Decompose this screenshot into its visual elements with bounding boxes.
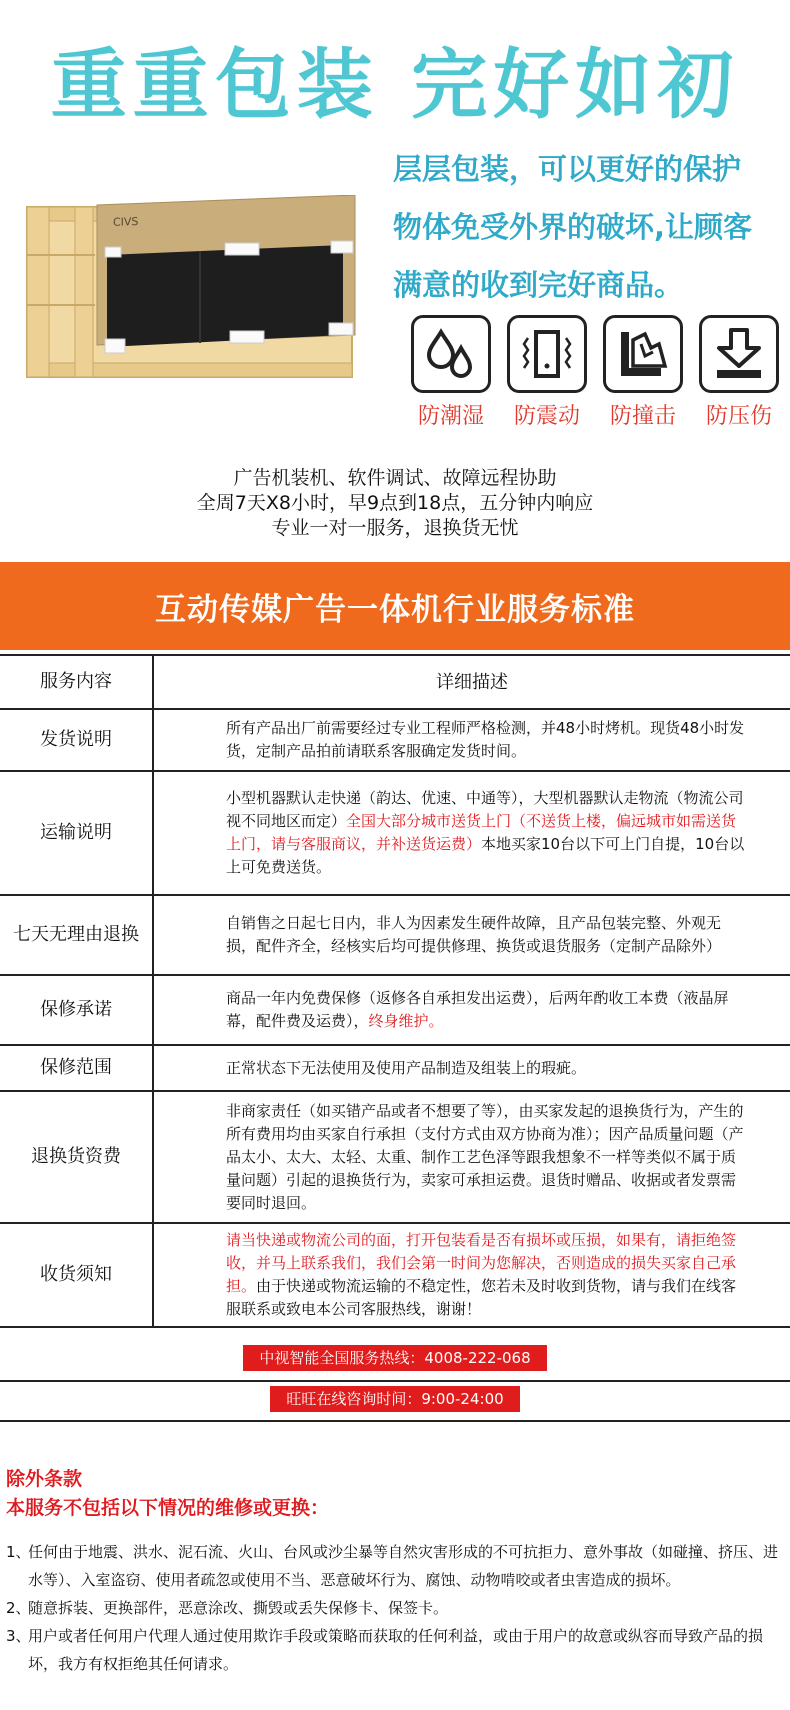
table-row [0,1091,790,1223]
list-item-number: 1、 [6,1543,31,1561]
table-row [0,975,790,1045]
banner-title: 互动传媒广告一体机行业服务标准 [155,591,635,628]
row-description [153,1223,790,1327]
row-text-highlight: 全国大部分城市送货上门（不送货上楼，偏远城市如需送货上门，请与客服商议，并补送货运费） [226,812,737,853]
row-title: 收货须知 [0,1223,153,1327]
list-item-text: 随意拆装、更换部件，恶意涂改、撕毁或丢失保修卡、保签卡。 [28,1599,449,1617]
row-description [153,1045,790,1091]
packaging-desc-line: 物体免受外界的破坏,让顾客 [393,210,753,244]
table-row [0,709,790,771]
protection-icons [410,315,780,430]
row-description [153,895,790,975]
icon-label: 防压伤 [705,404,772,429]
table-header-row [0,655,790,709]
impact-icon [603,315,683,393]
service-standard-banner [0,562,790,650]
row-description [153,771,790,895]
table-row [0,895,790,975]
hotline-row [0,1336,790,1382]
packaging-desc-line: 满意的收到完好商品。 [393,268,684,302]
service-line: 广告机装机、软件调试、故障远程协助 [233,467,557,489]
online-hours: 旺旺在线咨询时间：9:00-24:00 [270,1386,519,1412]
row-text: 本地买家10台以下可上门自提，10台以上可免费送货。 [226,835,745,876]
icon-label: 防撞击 [609,404,676,429]
exclusions-subtitle: 本服务不包括以下情况的维修或更换： [6,1497,330,1519]
vibration-icon [507,315,587,393]
list-item [6,1594,786,1622]
row-description [153,975,790,1045]
packaging-desc-line: 层层包装，可以更好的保护 [393,152,742,186]
list-item-number: 3、 [6,1627,31,1645]
icon-impact [602,315,684,430]
table-row [0,1223,790,1327]
service-line: 全周7天X8小时，早9点到18点，五分钟内响应 [196,492,594,514]
list-item [6,1538,786,1594]
row-title: 七天无理由退换 [0,895,153,975]
row-text: 商品一年内免费保修（返修各自承担发出运费），后两年酌收工本费（液晶屏幕，配件费及运费）， [226,989,729,1030]
list-item [6,1622,786,1678]
row-description [153,1091,790,1223]
row-title: 保修承诺 [0,975,153,1045]
row-text: 自销售之日起七日内，非人为因素发生硬件故障，且产品包装完整、外观无损，配件齐全，经核实后均可提供修理、换货或退货服务（定制产品除外） [226,914,722,955]
exclusions-list [6,1538,786,1678]
row-title: 保修范围 [0,1045,153,1091]
row-description [153,709,790,771]
row-text: 由于快递或物流运输的不稳定性，您若未及时收到货物，请与我们在线客服联系或致电本公司客服热线，谢谢！ [226,1277,737,1318]
packaging-title: 重重包装 完好如初 [50,40,740,129]
online-hours-row [0,1378,790,1422]
row-title: 发货说明 [0,709,153,771]
table-header-description: 详细描述 [153,655,790,709]
service-line: 专业一对一服务，退换货无忧 [271,517,519,539]
table-header-service: 服务内容 [0,655,153,709]
packaging-description [393,140,788,314]
crate-brand-text: CIVS [113,215,139,229]
row-text: 所有产品出厂前需要经过专业工程师严格检测，并48小时烤机。现货48小时发货，定制产品拍前请联系客服确定发货时间。 [226,719,745,760]
hotline-phone: 中视智能全国服务热线：4008-222-068 [243,1345,546,1371]
press-down-icon [699,315,779,393]
row-text-highlight: 终身维护。 [368,1012,444,1030]
list-item-text: 用户或者任何用户代理人通过使用欺诈手段或策略而获取的任何利益，或由于用户的故意或纵容而导致产品的损坏，我方有权拒绝其任何请求。 [28,1627,764,1673]
packaging-crate-image [25,195,395,385]
row-text-highlight: 请当快递或物流公司的面，打开包装看是否有损坏或压损，如果有，请拒绝签收，并马上联系我们，我们会第一时间为您解决，否则造成的损失买家自己承担。 [226,1231,737,1295]
row-title: 运输说明 [0,771,153,895]
service-table [0,654,790,1328]
table-row [0,1045,790,1091]
icon-moisture [410,315,492,430]
service-summary [0,466,790,541]
water-drops-icon [411,315,491,393]
row-title: 退换货资费 [0,1091,153,1223]
icon-label: 防震动 [513,404,580,429]
row-text: 小型机器默认走快递（韵达、优速、中通等），大型机器默认走物流（物流公司视不同地区而定） [226,789,744,830]
exclusions-title: 除外条款 [6,1468,83,1490]
icon-pressure [698,315,780,430]
icon-vibration [506,315,588,430]
table-row [0,771,790,895]
icon-label: 防潮湿 [417,404,484,429]
packaging-section [0,0,790,560]
list-item-number: 2、 [6,1599,31,1617]
row-text: 正常状态下无法使用及使用产品制造及组装上的瑕疵。 [226,1058,587,1077]
list-item-text: 任何由于地震、洪水、泥石流、火山、台风或沙尘暴等自然灾害形成的不可抗拒力、意外事故（如碰撞、挤压、进水等）、入室盗窃、使用者疏忽或使用不当、恶意破坏行为、腐蚀、动物啃咬或者虫害造成的损坏。 [28,1543,779,1589]
row-text: 非商家责任（如买错产品或者不想要了等），由买家发起的退换货行为，产生的所有费用均由买家自行承担（支付方式由双方协商为准）；因产品质量问题（产品太小、太大、太轻、太重、制作工艺色泽等跟我想象不一样等类似不属于质量问题）引起的退换货行为，卖家可承担运费。退货时赠品、收据或者发票需要同时退回。 [226,1101,744,1212]
